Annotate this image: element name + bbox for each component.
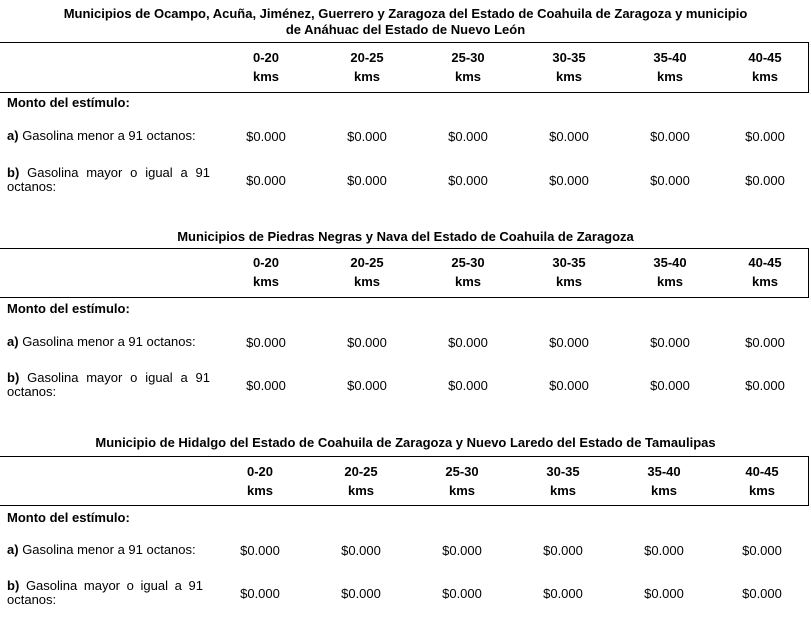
column-header: 0-20 kms [246,464,274,498]
table-cell: $0.000 [246,335,286,350]
column-header: 40-45 kms [748,50,782,84]
table-cell: $0.000 [543,586,583,601]
table-cell: $0.000 [543,543,583,558]
row-label-b: b) Gasolina mayor o igual a 91 octanos: [7,370,210,399]
table-cell: $0.000 [341,543,381,558]
table-title [0,6,811,38]
column-header: 30-35 kms [552,255,586,289]
header-rule [0,42,808,43]
table-cell: $0.000 [246,173,286,188]
column-header: 30-35 kms [552,50,586,84]
row-label-a: a) Gasolina menor a 91 octanos: [7,334,196,349]
column-header: 40-45 kms [745,464,779,498]
table-cell: $0.000 [246,129,286,144]
table-title-line: Municipios de Piedras Negras y Nava del Estado de Coahuila de Zaragoza [177,229,634,244]
table-cell: $0.000 [644,543,684,558]
table-cell: $0.000 [549,378,589,393]
table-cell: $0.000 [650,378,690,393]
column-header: 25-30 kms [451,255,485,289]
table-border [808,42,809,93]
table-cell: $0.000 [240,543,280,558]
table-title-line: Municipio de Hidalgo del Estado de Coahuila de Zaragoza y Nuevo Laredo del Estado de Tamaulipas [95,435,716,450]
header-rule [0,92,808,93]
table-cell: $0.000 [644,586,684,601]
table-title-line: de Anáhuac del Estado de Nuevo León [285,22,526,37]
section-label: Monto del estímulo: [7,95,130,110]
table-cell: $0.000 [347,335,387,350]
row-label-a: a) Gasolina menor a 91 octanos: [7,542,196,557]
column-header: 20-25 kms [350,50,384,84]
table-cell: $0.000 [650,335,690,350]
table-border [808,456,809,506]
header-rule [0,248,808,249]
table-cell: $0.000 [347,378,387,393]
table-cell: $0.000 [240,586,280,601]
column-header: 0-20 kms [252,50,280,84]
header-rule [0,297,808,298]
table-cell: $0.000 [650,129,690,144]
table-title [0,229,811,245]
table-cell: $0.000 [448,173,488,188]
table-cell: $0.000 [745,173,785,188]
column-header: 20-25 kms [344,464,378,498]
column-header: 35-40 kms [653,255,687,289]
column-header: 0-20 kms [252,255,280,289]
table-cell: $0.000 [745,335,785,350]
table-cell: $0.000 [745,129,785,144]
table-title [0,435,811,451]
table-cell: $0.000 [745,378,785,393]
table-title-line: Municipios de Ocampo, Acuña, Jiménez, Guerrero y Zaragoza del Estado de Coahuila de Zaragoza y municipio [63,6,748,21]
table-cell: $0.000 [549,335,589,350]
column-header: 35-40 kms [653,50,687,84]
column-header: 25-30 kms [451,50,485,84]
table-cell: $0.000 [549,129,589,144]
column-header: 30-35 kms [546,464,580,498]
table-cell: $0.000 [442,586,482,601]
table-cell: $0.000 [742,586,782,601]
header-rule [0,456,808,457]
table-cell: $0.000 [246,378,286,393]
section-label: Monto del estímulo: [7,301,130,316]
table-cell: $0.000 [448,129,488,144]
row-label-a: a) Gasolina menor a 91 octanos: [7,128,196,143]
column-header: 25-30 kms [445,464,479,498]
table-border [808,248,809,298]
table-cell: $0.000 [448,335,488,350]
table-cell: $0.000 [442,543,482,558]
column-header: 35-40 kms [647,464,681,498]
table-cell: $0.000 [448,378,488,393]
table-cell: $0.000 [341,586,381,601]
table-cell: $0.000 [650,173,690,188]
section-label: Monto del estímulo: [7,510,130,525]
table-cell: $0.000 [742,543,782,558]
row-label-b: b) Gasolina mayor o igual a 91 octanos: [7,578,203,607]
table-cell: $0.000 [347,173,387,188]
column-header: 20-25 kms [350,255,384,289]
header-rule [0,505,808,506]
row-label-b: b) Gasolina mayor o igual a 91 octanos: [7,165,210,194]
column-header: 40-45 kms [748,255,782,289]
table-cell: $0.000 [549,173,589,188]
table-cell: $0.000 [347,129,387,144]
